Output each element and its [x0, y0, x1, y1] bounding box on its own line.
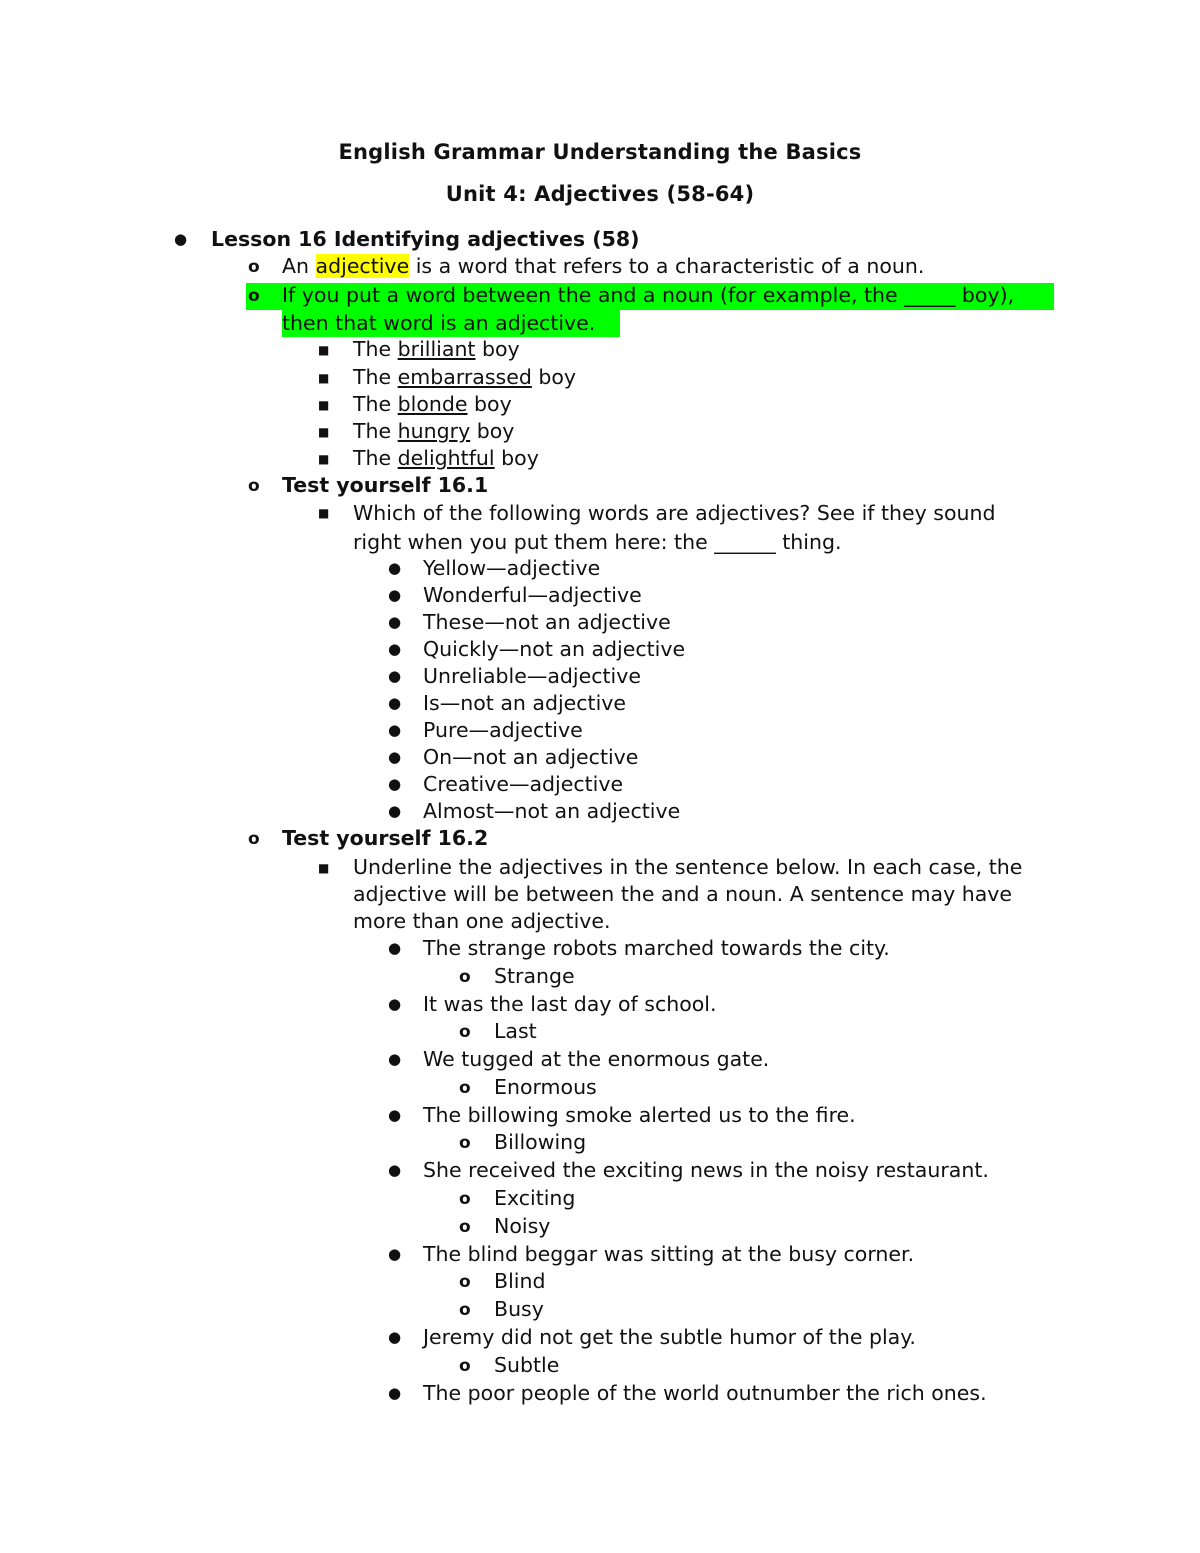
bullet-dot-icon: ●	[388, 1383, 402, 1402]
example-suffix: boy	[531, 365, 577, 389]
test1-answer: Creative—adjective	[423, 772, 624, 796]
test2-answer: Strange	[494, 963, 575, 988]
example-item	[353, 364, 576, 391]
example-item	[353, 391, 512, 418]
bullet-circle-icon: o	[459, 1355, 471, 1376]
bullet-dot-icon: ●	[388, 1328, 402, 1346]
bullet-square-icon: ■	[318, 425, 330, 439]
test2-answer: Subtle	[494, 1352, 560, 1377]
test1-answer: Unreliable—adjective	[423, 664, 641, 688]
example-item	[353, 336, 520, 363]
test1-prompt-line1: Which of the following words are adjectives? See if they sound	[353, 501, 996, 525]
test2-answer: Blind	[494, 1269, 546, 1293]
test1-answer: Yellow—adjective	[423, 556, 601, 580]
test2-answer: Noisy	[494, 1213, 551, 1238]
test2-heading: Test yourself 16.2	[282, 826, 489, 850]
test1-answer: Almost—not an adjective	[423, 799, 681, 823]
example-suffix: boy	[467, 392, 512, 416]
example-prefix: The	[353, 392, 398, 416]
example-prefix: The	[353, 365, 398, 389]
bullet-dot-icon: ●	[388, 1161, 402, 1179]
bullet-square-icon: ■	[318, 506, 330, 520]
bullet-circle-icon: o	[248, 829, 260, 849]
test2-answer: Last	[494, 1019, 537, 1043]
bullet-dot-icon: ●	[174, 230, 188, 248]
bullet-dot-icon: ●	[388, 613, 402, 631]
test2-answer: Busy	[494, 1297, 544, 1321]
bullet-circle-icon: o	[459, 1077, 471, 1098]
bullet-dot-icon: ●	[388, 775, 402, 793]
bullet-circle-icon: o	[248, 286, 260, 306]
example-prefix: The	[353, 446, 398, 470]
test2-sentence: The billowing smoke alerted us to the fire.	[423, 1102, 856, 1127]
bullet-circle-icon: o	[459, 966, 471, 987]
highlighted-term: adjective	[315, 254, 410, 278]
bullet-dot-icon: ●	[388, 994, 402, 1013]
definition-line	[282, 253, 924, 280]
test2-sentence: The poor people of the world outnumber the rich ones.	[423, 1380, 987, 1405]
test1-answer: Quickly—not an adjective	[423, 637, 686, 661]
bullet-dot-icon: ●	[388, 1105, 402, 1124]
test2-prompt-line2: adjective will be between the and a noun. A sentence may have	[353, 882, 1013, 906]
bullet-dot-icon: ●	[388, 802, 402, 820]
test2-sentence: The strange robots marched towards the city.	[423, 936, 890, 960]
bullet-dot-icon: ●	[388, 721, 402, 739]
test2-answer: Enormous	[494, 1074, 597, 1099]
bullet-dot-icon: ●	[388, 694, 402, 712]
example-suffix: boy	[475, 337, 520, 361]
definition-after: is a word that refers to a characteristic of a noun.	[409, 254, 925, 278]
test2-answer: Billowing	[494, 1130, 587, 1154]
bullet-circle-icon: o	[459, 1300, 471, 1320]
example-suffix: boy	[494, 446, 539, 470]
example-prefix: The	[353, 337, 398, 361]
bullet-dot-icon: ●	[388, 1244, 402, 1263]
test1-answer: Wonderful—adjective	[423, 583, 642, 607]
bullet-circle-icon: o	[459, 1272, 471, 1292]
bullet-dot-icon: ●	[388, 667, 402, 685]
test1-answer: These—not an adjective	[423, 610, 671, 634]
bullet-square-icon: ■	[318, 343, 330, 357]
bullet-square-icon: ■	[318, 452, 330, 466]
test2-sentence: The blind beggar was sitting at the busy corner.	[423, 1241, 915, 1266]
bullet-circle-icon: o	[248, 476, 260, 496]
test1-heading: Test yourself 16.1	[282, 473, 489, 497]
example-item	[353, 445, 539, 472]
bullet-dot-icon: ●	[388, 939, 402, 957]
bullet-dot-icon: ●	[388, 586, 402, 604]
example-adjective: brilliant	[397, 337, 476, 361]
example-adjective: blonde	[397, 392, 468, 416]
test2-prompt-line3: more than one adjective.	[353, 909, 611, 933]
example-adjective: embarrassed	[397, 365, 532, 389]
test2-sentence: She received the exciting news in the noisy restaurant.	[423, 1158, 989, 1182]
test2-sentence: We tugged at the enormous gate.	[423, 1047, 770, 1071]
lesson-heading: Lesson 16 Identifying adjectives (58)	[211, 227, 640, 251]
bullet-dot-icon: ●	[388, 1050, 402, 1068]
definition-before: An	[282, 254, 316, 278]
example-prefix: The	[353, 419, 398, 443]
bullet-circle-icon: o	[459, 1188, 471, 1209]
test1-answer: Pure—adjective	[423, 718, 583, 742]
document-title: English Grammar Understanding the Basics	[338, 140, 862, 164]
unit-heading: Unit 4: Adjectives (58-64)	[445, 182, 755, 206]
test1-answer: On—not an adjective	[423, 745, 639, 769]
bullet-square-icon: ■	[318, 371, 330, 385]
example-adjective: delightful	[397, 446, 495, 470]
test2-prompt-line1: Underline the adjectives in the sentence below. In each case, the	[353, 855, 1023, 879]
bullet-circle-icon: o	[248, 257, 260, 277]
test2-sentence: Jeremy did not get the subtle humor of the play.	[423, 1325, 916, 1349]
example-suffix: boy	[470, 419, 515, 443]
bullet-dot-icon: ●	[388, 559, 402, 577]
bullet-square-icon: ■	[318, 398, 330, 412]
bullet-dot-icon: ●	[388, 748, 402, 766]
bullet-dot-icon: ●	[388, 640, 402, 658]
test2-answer: Exciting	[494, 1185, 576, 1210]
example-adjective: hungry	[397, 419, 471, 443]
bullet-circle-icon: o	[459, 1022, 471, 1042]
rule-line-1: If you put a word between the and a noun (for example, the _____ boy),	[282, 283, 1015, 307]
example-item	[353, 418, 514, 445]
bullet-circle-icon: o	[459, 1133, 471, 1153]
bullet-square-icon: ■	[318, 861, 330, 875]
rule-line-2: then that word is an adjective.	[282, 311, 596, 335]
test1-prompt-line2: right when you put them here: the ______ thing.	[353, 530, 842, 554]
test2-sentence: It was the last day of school.	[423, 991, 717, 1016]
test1-answer: Is—not an adjective	[423, 691, 627, 715]
bullet-circle-icon: o	[459, 1216, 471, 1237]
